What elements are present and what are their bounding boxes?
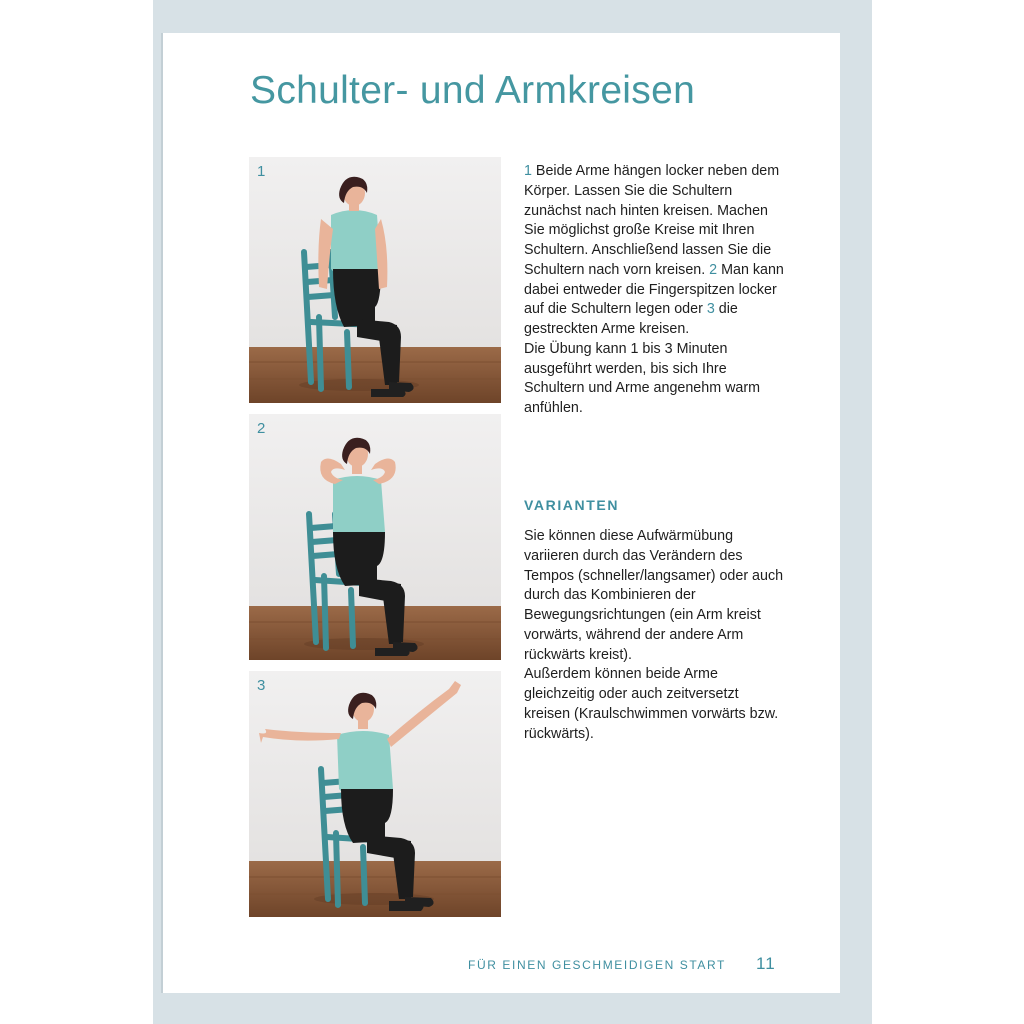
- variants-paragraph-2: Außerdem können beide Arme gleichzeitig oder auch zeitversetzt kreisen (Kraulschwimmen vorwärts bzw. rückwärts).: [524, 666, 779, 742]
- step-text-1: Beide Arme hängen locker neben dem Körper. Lassen Sie die Schultern zunächst nach hinten kreisen. Machen Sie möglichst große Kreise mit Ihren Schultern. Anschließend lassen Sie die Schultern nach vorn kreisen.: [524, 163, 780, 278]
- variants-heading: VARIANTEN: [524, 497, 620, 513]
- exercise-photo-1: [249, 157, 501, 403]
- step-text-2: Man kann dabei entweder die Fingerspitzen locker auf die Schultern legen oder: [524, 261, 784, 318]
- step-number-1: 1: [524, 163, 532, 179]
- book-page: [163, 33, 840, 993]
- photo-number: 2: [257, 420, 266, 437]
- variants-text: [524, 527, 786, 744]
- step-text-3: die gestreckten Arme kreisen.: [524, 301, 738, 337]
- variants-paragraph-1: Sie können diese Aufwärmübung variieren durch das Verändern des Tempos (schneller/langsamer) oder auch durch das Kombinieren der Bewegungsrichtungen (ein Arm kreist vorwärts, während der andere Arm rückwärts kreist).: [524, 528, 784, 663]
- photo-3-illustration: [249, 671, 501, 917]
- footer-section-title: FÜR EINEN GESCHMEIDIGEN START: [468, 958, 726, 972]
- step-number-3: 3: [706, 301, 715, 318]
- page-title: Schulter- und Armkreisen: [250, 69, 696, 112]
- page-number: 11: [756, 954, 776, 973]
- instructions-text: [524, 162, 786, 419]
- photo-number: 1: [257, 163, 266, 180]
- photo-2-illustration: [249, 414, 501, 660]
- exercise-photo-3: [249, 671, 501, 917]
- photo-1-illustration: [249, 157, 501, 403]
- instructions-paragraph-1: [524, 162, 786, 340]
- exercise-photo-2: [249, 414, 501, 660]
- step-number-2: 2: [709, 261, 718, 278]
- instructions-paragraph-2: Die Übung kann 1 bis 3 Minuten ausgeführt werden, bis sich Ihre Schultern und Arme angenehm warm anfühlen.: [524, 340, 761, 416]
- photo-number: 3: [257, 677, 266, 694]
